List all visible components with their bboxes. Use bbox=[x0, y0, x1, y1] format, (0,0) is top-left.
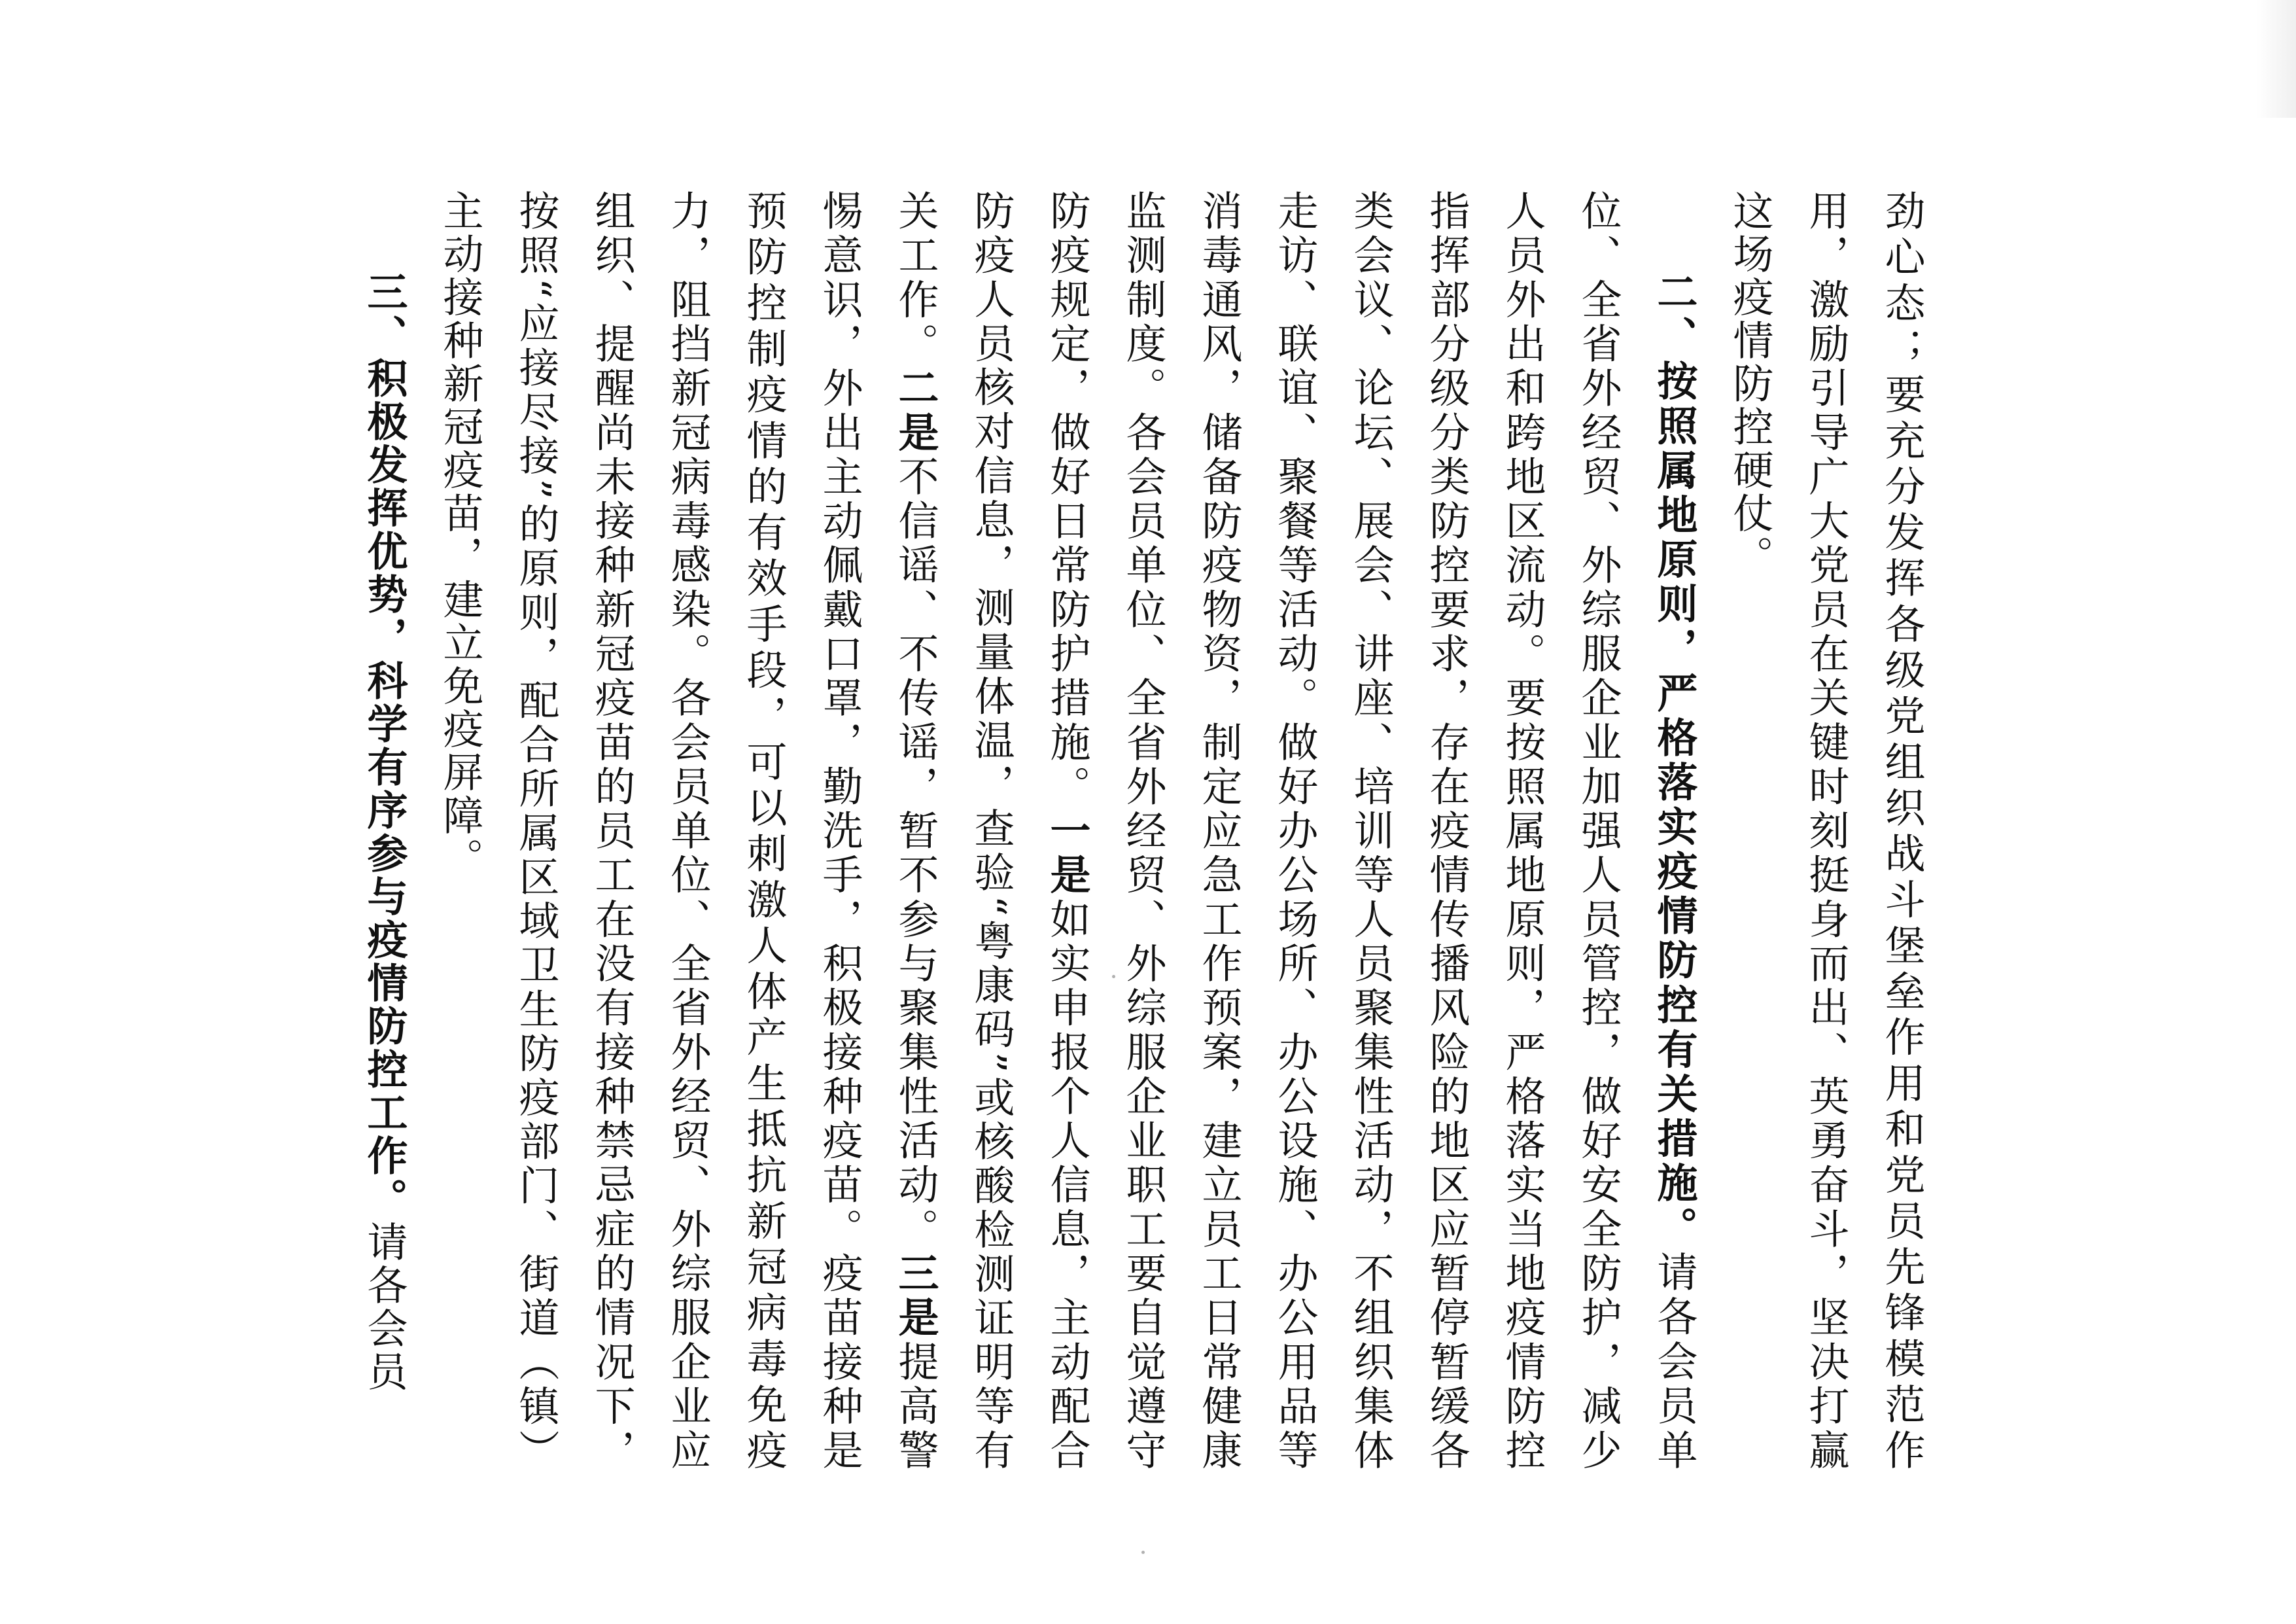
scan-speck bbox=[1141, 1551, 1145, 1554]
item-1-text: 如实申报个人信息，主动配合防疫人员核对信息，测量体温，查验“粤康码”或核酸检测证明等有关工作。 bbox=[892, 190, 1091, 1473]
scan-speck bbox=[1112, 975, 1115, 978]
section-3-body: 请各会员 bbox=[360, 1221, 408, 1394]
section-2-heading: 二、按照属地原则，严格落实疫情防控有关措施。 bbox=[1650, 271, 1698, 1251]
section-3-heading: 三、积极发挥优势，科学有序参与疫情防控工作。 bbox=[360, 271, 408, 1221]
section-2-body: 请各会员单位、全省外经贸、外综服企业加强人员管控，做好安全防护，减少人员外出和跨地区流动。要按照属地原则，严格落实当地疫情防控指挥部分级分类防控要求，存在疫情传播风险的地区应暂停暂缓各类会议、论坛、展会、讲座、培训等人员聚集性活动，不组织集体走访、联谊、聚餐等活动。做好办公场所、办公设施、办公用品等消毒通风，储备防疫物资，制定应急工作预案，建立员工日常健康监测制度。各会员单位、全省外经贸、外综服企业职工要自觉遵守防疫规定，做好日常防护措施。 bbox=[1043, 190, 1698, 1473]
item-3-label: 三是 bbox=[892, 1252, 939, 1341]
item-2-text: 不信谣、不传谣，暂不参与聚集性活动。 bbox=[892, 455, 939, 1252]
scan-shadow bbox=[2257, 0, 2296, 118]
section-2 bbox=[422, 190, 1712, 1472]
paragraph-continuation-text: 劲心态；要充分发挥各级党组织战斗堡垒作用和党员先锋模范作用，激励引导广大党员在关键时刻挺身而出、英勇奋斗，坚决打赢这场疫情防控硬仗。 bbox=[1726, 190, 1926, 1472]
item-3-text: 提高警惕意识，外出主动佩戴口罩，勤洗手，积极接种疫苗。疫苗接种是预防控制疫情的有效手段，可以刺激人体产生抵抗新冠病毒免疫力，阻挡新冠病毒感染。各会员单位、全省外经贸、外综服企业应组织、提醒尚未接种新冠疫苗的员工在没有接种禁忌症的情况下，按照“应接尽接”的原则，配合所属区域卫生防疫部门、街道（镇）主动接种新冠疫苗，建立免疫屏障。 bbox=[436, 190, 939, 1473]
vertical-text-body bbox=[346, 190, 1939, 1472]
item-1-label: 一是 bbox=[1043, 809, 1091, 898]
paragraph-continuation bbox=[1712, 190, 1939, 1472]
section-3 bbox=[346, 190, 422, 1472]
item-2-label: 二是 bbox=[892, 366, 939, 455]
